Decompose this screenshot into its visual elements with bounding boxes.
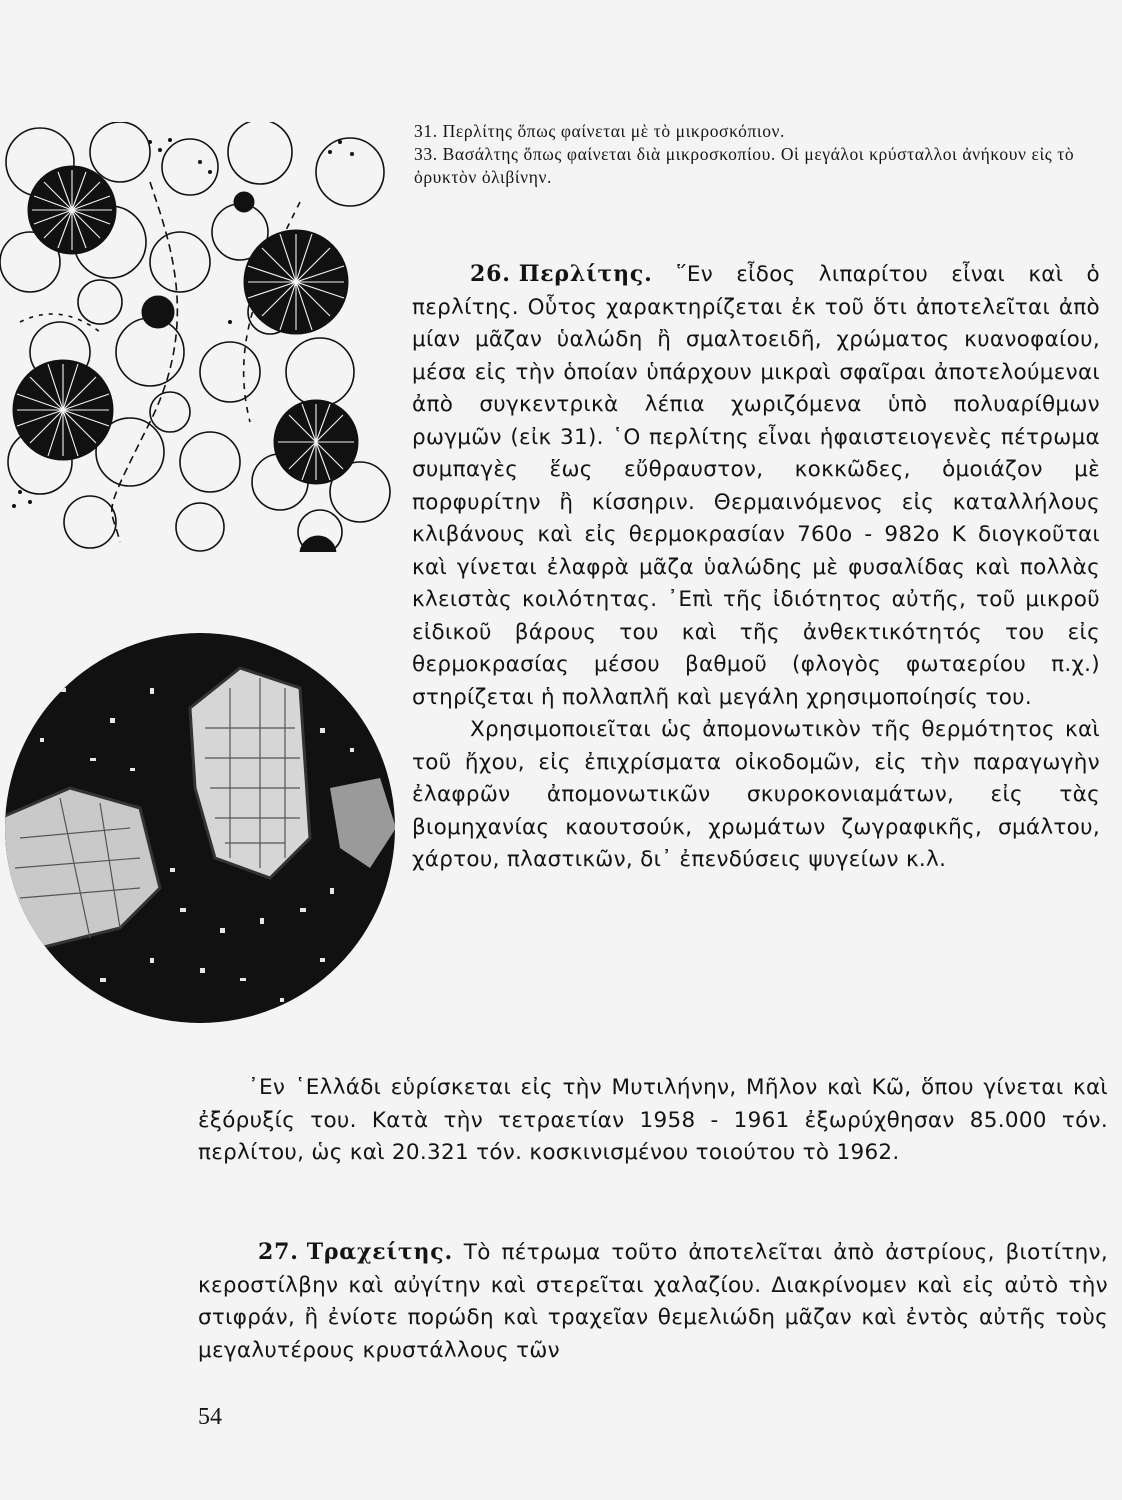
figure-captions	[414, 120, 1104, 189]
section-27-paragraph-1	[198, 1236, 1108, 1367]
section-27-text-1: Τὸ πέτρωμα τοῦτο ἀποτελεῖται ἀπὸ ἀστρίους, βιοτίτην, κεροστίλβην καὶ αὐγίτην καὶ στερεῖται χαλαζίου. Διακρίνομεν καὶ εἰς αὐτὸ τὴν στιφράν, ἢ ἐνίοτε πορώδη καὶ τραχεῖαν θεμελιώδη μᾶζαν καὶ ἐντὸς αὐτῆς τοὺς μεγαλυτέρους κρυστάλλους τῶν	[198, 1240, 1108, 1363]
section-26-heading: 26. Περλίτης.	[470, 261, 653, 287]
column-text	[412, 258, 1100, 877]
perlite-microscope-drawing-icon	[0, 122, 400, 552]
basalt-microscope-photo-icon	[0, 628, 396, 1028]
page-number: 54	[198, 1404, 222, 1430]
caption-fig31: 31. Περλίτης ὅπως φαίνεται μὲ τὸ μικροσκόπιον.	[414, 121, 786, 141]
section-26-paragraph-2: Χρησιμοποιεῖται ὡς ἀπομονωτικὸν τῆς θερμότητος καὶ τοῦ ἤχου, εἰς ἐπιχρίσματα οἰκοδομῶν, εἰς τὴν παραγωγὴν ἐλαφρῶν ἀπομονωτικῶν σκυροκονιαμάτων, εἰς τὰς βιομηχανίας καουτσούκ, χρωμάτων ζωγραφικῆς, σμάλτου, χάρτου, πλαστικῶν, δι᾽ ἐπενδύσεις ψυγείων κ.λ.	[412, 717, 1100, 872]
section-27	[198, 1236, 1108, 1367]
section-26-paragraph-1	[412, 258, 1100, 714]
greece-paragraph	[198, 1072, 1108, 1170]
section-26-text-1: ῞Εν εἶδος λιπαρίτου εἶναι καὶ ὁ περλίτης. Οὗτος χαρακτηρίζεται ἐκ τοῦ ὅτι ἀποτελεῖται ἀπὸ μίαν μᾶζαν ὑαλώδη ἢ σμαλτοειδῆ, χρώματος κυανοφαίου, μέσα εἰς τὴν ὁποίαν ὑπάρχουν μικραὶ σφαῖραι ἀποτελούμεναι ἀπὸ συγκεντρικὰ λέπια χωριζόμενα ὑπὸ πολυαρίθμων ρωγμῶν (εἰκ 31). ῾Ο περλίτης εἶναι ἡφαιστειογενὲς πέτρωμα συμπαγὲς ἕως εὔθραυστον, κοκκῶδες, ὁμοιάζον μὲ πορφυρίτην ἢ κίσσηριν. Θερμαινόμενος εἰς καταλλήλους κλιβάνους καὶ εἰς θερμοκρασίαν 760ο - 982ο Κ διογκοῦται καὶ γίνεται ἐλαφρὰ μᾶζα ὑαλώδης μὲ φυσαλίδας καὶ πολλὰς κλειστὰς κοιλότητας. ᾽Επὶ τῆς ἰδιότητος αὐτῆς, τοῦ μικροῦ εἰδικοῦ βάρους του καὶ τῆς ἀνθεκτικότητός του εἰς θερμοκρασίας μέσου βαθμοῦ (φλογὸς φωταερίου π.χ.) στηρίζεται ἡ πολλαπλῆ καὶ μεγάλη χρησιμοποίησίς του.	[412, 262, 1101, 710]
section-27-heading: 27. Τραχείτης.	[258, 1239, 453, 1265]
caption-fig33: 33. Βασάλτης ὅπως φαίνεται διὰ μικροσκοπίου. Οἱ μεγάλοι κρύσταλλοι ἀνήκουν εἰς τὸ ὀρυκτὸν ὀλιβίνην.	[414, 144, 1075, 187]
section-26-paragraph-3: ᾽Εν ῾Ελλάδι εὑρίσκεται εἰς τὴν Μυτιλήνην, Μῆλον καὶ Κῶ, ὅπου γίνεται καὶ ἐξόρυξίς του. Κατὰ τὴν τετραετίαν 1958 - 1961 ἐξωρύχθησαν 85.000 τόν. περλίτου, ὡς καὶ 20.321 τόν. κοσκινισμένου τοιούτου τὸ 1962.	[198, 1075, 1108, 1165]
